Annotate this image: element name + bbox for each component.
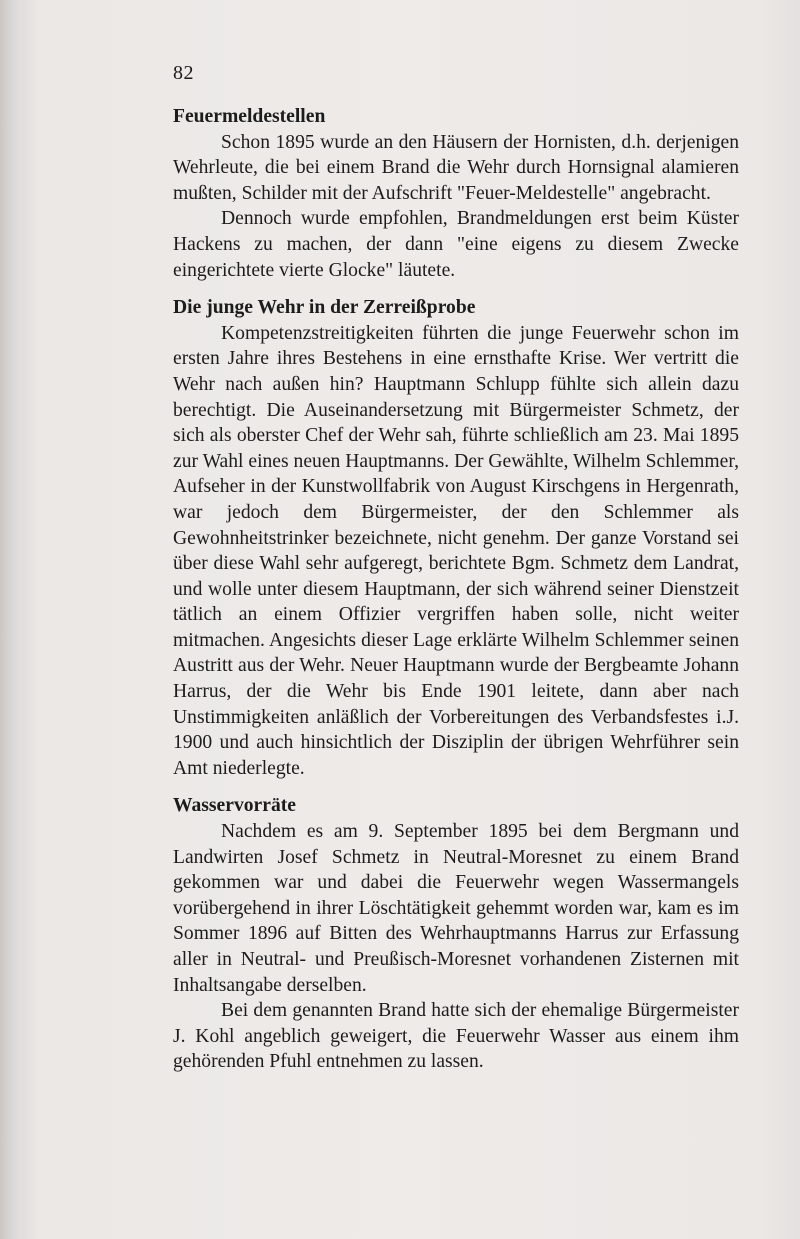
paragraph: Bei dem genannten Brand hatte sich der ehemalige Bürgermeister J. Kohl angeblich geweigert, die Feuerwehr Wasser aus einem ihm gehörenden Pfuhl entnehmen zu lassen. — [173, 1000, 739, 1073]
section-die-junge-wehr — [173, 295, 739, 781]
section-heading: Die junge Wehr in der Zerreißprobe — [173, 297, 476, 319]
page-number: 82 — [173, 62, 194, 84]
paragraph: Schon 1895 wurde an den Häusern der Hornisten, d.h. derjenigen Wehrleute, die bei einem Brand die Wehr durch Hornsignal alamieren mußten, Schilder mit der Aufschrift "Feuer-Meldestelle" angebracht. — [173, 131, 739, 204]
paragraph: Kompetenzstreitigkeiten führten die junge Feuerwehr schon im ersten Jahre ihres Bestehens in eine ernsthafte Krise. Wer vertritt die Wehr nach außen hin? Hauptmann Schlupp fühlte sich allein dazu berechtigt. Die Auseinandersetzung mit Bürgermeister Schmetz, der sich als oberster Chef der Wehr sah, führte schließlich am 23. Mai 1895 zur Wahl eines neuen Hauptmanns. Der Gewählte, Wilhelm Schlemmer, Aufseher in der Kunstwollfabrik von August Kirschgens in Hergenrath, war jedoch dem Bürgermeister, der den Schlemmer als Gewohnheitstrinker bezeichnete, nicht genehm. Der ganze Vorstand sei über diese Wahl sehr aufgeregt, berichtete Bgm. Schmetz dem Landrat, und wolle unter diesem Hauptmann, der sich während seiner Dienstzeit tätlich an einem Offizier vergriffen haben solle, nicht weiter mitmachen. Angesichts dieser Lage erklärte Wilhelm Schlemmer seinen Austritt aus der Wehr. Neuer Hauptmann wurde der Bergbeamte Johann Harrus, der die Wehr bis Ende 1901 leitete, dann aber nach Unstimmigkeiten anläßlich der Vorbereitungen des Verbandsfestes i.J. 1900 und auch hinsichtlich der Disziplin der übrigen Wehrführer sein Amt niederlegte. — [173, 322, 739, 779]
section-feuermeldestellen — [173, 104, 739, 283]
page-body — [173, 104, 739, 1075]
section-wasservorraete — [173, 793, 739, 1075]
section-heading: Feuermeldestellen — [173, 106, 326, 127]
page-gutter-shadow — [0, 0, 28, 1239]
section-heading: Wasservorräte — [173, 795, 296, 817]
paragraph: Dennoch wurde empfohlen, Brandmeldungen erst beim Küster Hackens zu machen, der dann "eine eigens zu diesem Zwecke eingerichtete vierte Glocke" läutete. — [173, 208, 739, 281]
paragraph: Nachdem es am 9. September 1895 bei dem Bergmann und Landwirten Josef Schmetz in Neutral-Moresnet zu einem Brand gekommen war und dabei die Feuerwehr wegen Wassermangels vorübergehend in ihrer Löschtätigkeit gehemmt worden war, kam es im Sommer 1896 auf Bitten des Wehrhauptmanns Harrus zur Erfassung aller in Neutral- und Preußisch-Moresnet vorhandenen Zisternen mit Inhaltsangabe derselben. — [173, 821, 739, 996]
